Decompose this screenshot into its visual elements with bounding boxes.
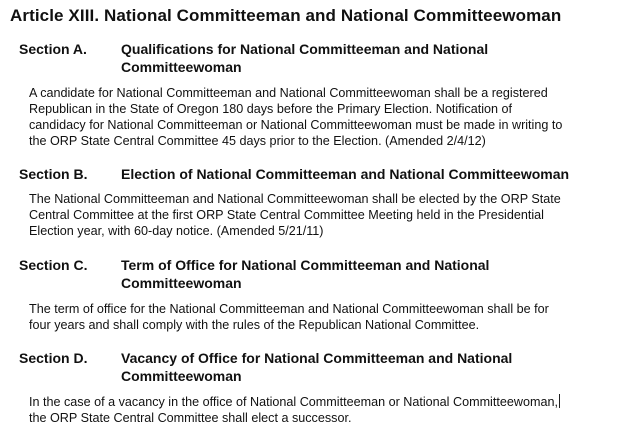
body-line: The National Committeeman and National Committeewoman shall be elected by the ORP State bbox=[29, 192, 561, 206]
body-line: four years and shall comply with the rules of the Republican National Committee. bbox=[29, 318, 480, 332]
section-c-title-line: Committeewoman bbox=[121, 275, 242, 291]
section-a-title-line: Committeewoman bbox=[121, 59, 242, 75]
section-d-body bbox=[29, 394, 629, 426]
text-cursor-icon bbox=[559, 394, 560, 408]
section-b-body bbox=[29, 191, 629, 239]
section-d-title-line: Vacancy of Office for National Committeeman and National bbox=[121, 350, 513, 366]
section-a-body bbox=[29, 85, 629, 149]
body-line: The term of office for the National Committeeman and National Committeewoman shall be for bbox=[29, 302, 549, 316]
article-title: Article XIII. National Committeeman and National Committeewoman bbox=[10, 6, 562, 25]
section-d-title-line: Committeewoman bbox=[121, 368, 242, 384]
section-b-title-line: Election of National Committeeman and National Committeewoman bbox=[121, 166, 570, 182]
section-c-title-line: Term of Office for National Committeeman and National bbox=[121, 257, 490, 273]
body-line: candidacy for National Committeeman or National Committeewoman must be made in writing to bbox=[29, 118, 563, 132]
section-a-title bbox=[121, 40, 561, 76]
section-c-label: Section C. bbox=[19, 257, 88, 273]
section-b-label: Section B. bbox=[19, 166, 88, 182]
section-a-title-line: Qualifications for National Committeeman and National bbox=[121, 41, 489, 57]
body-line: Election year, with 60-day notice. (Amended 5/21/11) bbox=[29, 224, 324, 238]
body-line-with-cursor bbox=[29, 394, 629, 410]
body-line-text: In the case of a vacancy in the office of National Committeeman or National Committeewoman, bbox=[29, 395, 558, 409]
body-line: the ORP State Central Committee shall elect a successor. bbox=[29, 411, 352, 425]
section-d-title bbox=[121, 349, 561, 385]
section-c-body bbox=[29, 301, 629, 333]
body-line: Central Committee at the first ORP State Central Committee Meeting held in the Presidential bbox=[29, 208, 544, 222]
section-c-title bbox=[121, 256, 561, 292]
body-line: the ORP State Central Committee 45 days prior to the Election. (Amended 2/4/12) bbox=[29, 134, 486, 148]
body-line: A candidate for National Committeeman and National Committeewoman shall be a registered bbox=[29, 86, 548, 100]
section-b-title bbox=[121, 165, 570, 183]
section-d-label: Section D. bbox=[19, 350, 88, 366]
section-a-label: Section A. bbox=[19, 41, 87, 57]
body-line: Republican in the State of Oregon 180 days before the Primary Election. Notification of bbox=[29, 102, 513, 116]
